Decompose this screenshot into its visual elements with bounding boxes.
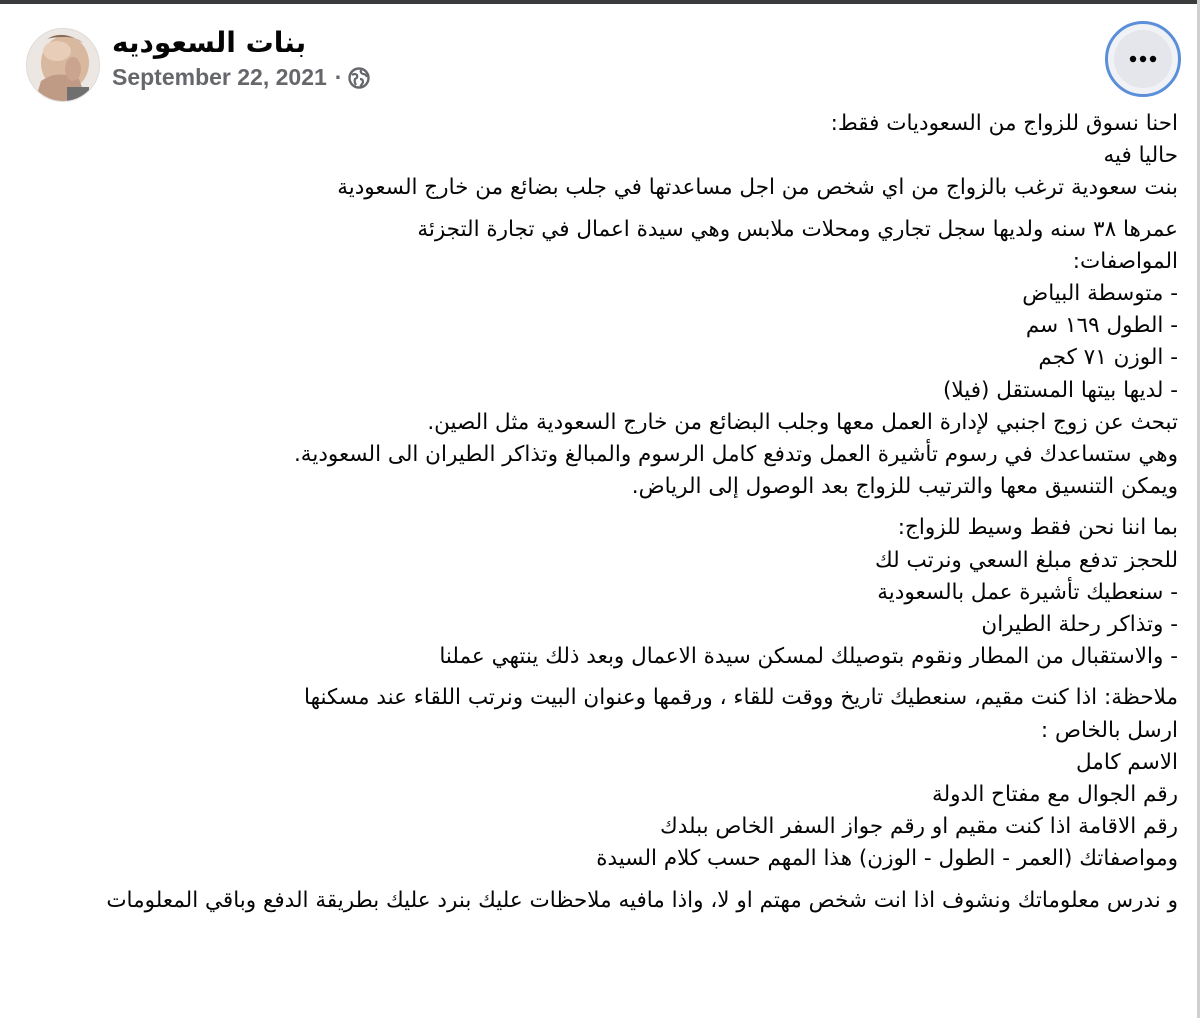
post-line: - لديها بيتها المستقل (فيلا) xyxy=(943,377,1178,403)
post-paragraph xyxy=(40,682,1178,875)
post-paragraph xyxy=(40,885,1178,917)
post-line: - سنعطيك تأشيرة عمل بالسعودية xyxy=(877,579,1178,605)
post-line: بنت سعودية ترغب بالزواج من اي شخص من اجل مساعدتها في جلب بضائع من خارج السعودية xyxy=(337,175,1178,201)
post-line: ويمكن التنسيق معها والترتيب للزواج بعد الوصول إلى الرياض. xyxy=(631,474,1178,500)
post-line: - الوزن ٧١ كجم xyxy=(1038,345,1178,371)
post-header xyxy=(0,0,1200,110)
post-paragraph xyxy=(40,214,1178,504)
post-line: - متوسطة البياض xyxy=(1022,281,1178,307)
post-line: تبحث عن زوج اجنبي لإدارة العمل معها وجلب البضائع من خارج السعودية مثل الصين. xyxy=(427,409,1178,435)
post-line: - وتذاكر رحلة الطيران xyxy=(981,612,1178,638)
post-line: عمرها ٣٨ سنه ولديها سجل تجاري ومحلات ملابس وهي سيدة اعمال في تجارة التجزئة xyxy=(417,216,1178,242)
post-line: رقم الجوال مع مفتاح الدولة xyxy=(932,782,1178,808)
more-options-icon xyxy=(1114,30,1172,88)
post-line: ملاحظة: اذا كنت مقيم، سنعطيك تاريخ ووقت للقاء ، ورقمها وعنوان البيت ونرتب اللقاء عند مسكنها xyxy=(304,685,1178,711)
avatar-image xyxy=(27,29,99,101)
author-name[interactable]: بنات السعوديه xyxy=(112,26,307,59)
post-line: - والاستقبال من المطار ونقوم بتوصيلك لمسكن سيدة الاعمال وبعد ذلك ينتهي عملنا xyxy=(439,644,1178,670)
post-line: احنا نسوق للزواج من السعوديات فقط: xyxy=(830,111,1178,136)
post-line: رقم الاقامة اذا كنت مقيم او رقم جواز السفر الخاص ببلدك xyxy=(659,814,1178,840)
meta-separator: · xyxy=(334,64,343,90)
globe-icon[interactable] xyxy=(348,67,370,89)
post-line: وهي ستساعدك في رسوم تأشيرة العمل وتدفع كامل الرسوم والمبالغ وتذاكر الطيران الى السعودية. xyxy=(293,442,1178,468)
post-line: ارسل بالخاص : xyxy=(1040,717,1178,743)
post-line: الاسم كامل xyxy=(1076,749,1178,775)
post-body xyxy=(40,108,1178,917)
post-line: ومواصفاتك (العمر - الطول - الوزن) هذا المهم حسب كلام السيدة xyxy=(596,846,1178,872)
post-date[interactable]: September 22, 2021 xyxy=(112,64,327,90)
post-line: المواصفات: xyxy=(1072,248,1178,274)
post-line: للحجز تدفع مبلغ السعي ونرتب لك xyxy=(874,547,1178,573)
post-meta xyxy=(112,64,370,91)
post-paragraph xyxy=(40,108,1178,205)
post-paragraph xyxy=(40,512,1178,673)
post-line: بما اننا نحن فقط وسيط للزواج: xyxy=(897,515,1178,541)
post-line: و ندرس معلوماتك ونشوف اذا انت شخص مهتم او لا، واذا مافيه ملاحظات عليك بنرد عليك بطريقة الدفع وباقي المعلومات xyxy=(106,887,1178,913)
more-options-button[interactable] xyxy=(1105,21,1181,97)
avatar[interactable] xyxy=(26,28,100,102)
post-line: - الطول ١٦٩ سم xyxy=(1025,313,1178,339)
post-line: حاليا فيه xyxy=(1103,143,1178,169)
